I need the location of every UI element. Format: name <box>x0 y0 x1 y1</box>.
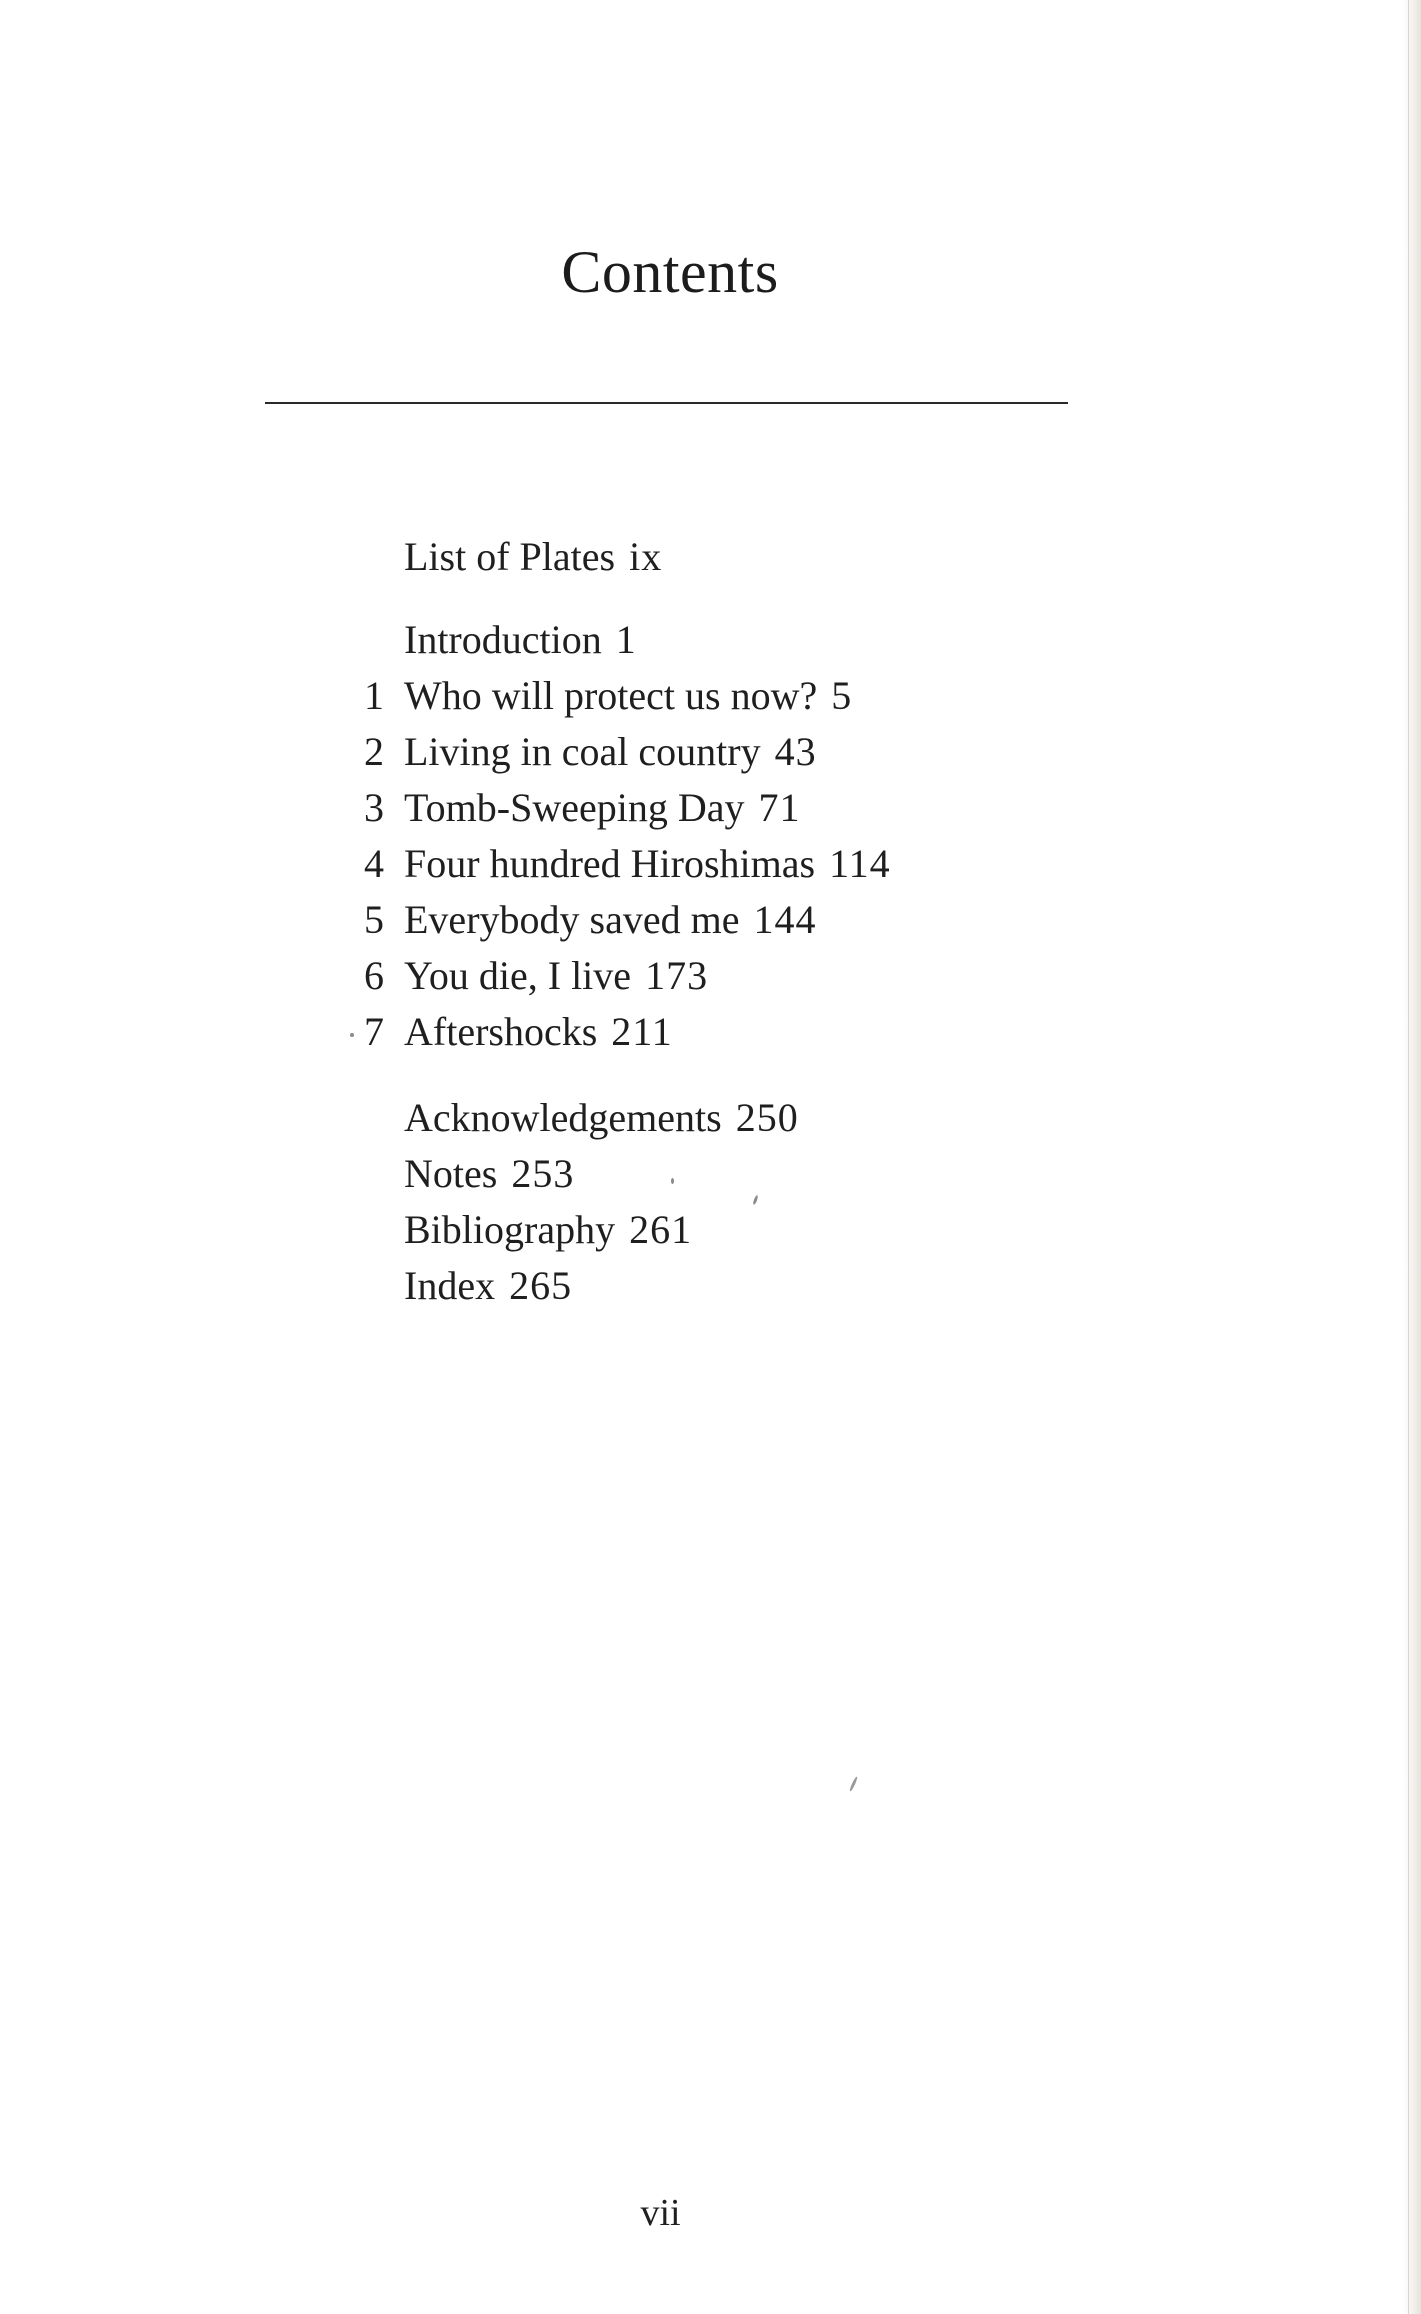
toc-entry-page: ix <box>629 534 663 579</box>
chapter-page: 144 <box>753 897 817 942</box>
chapter-page: 43 <box>774 729 817 774</box>
chapter-number: 6 <box>364 953 384 998</box>
chapter-number: 5 <box>364 897 384 942</box>
toc-entry-title: Acknowledgements <box>404 1095 722 1140</box>
chapter-page: 5 <box>831 673 853 718</box>
title-rule <box>265 402 1068 404</box>
toc-entry-page: 250 <box>735 1095 799 1140</box>
toc-entry-page: 265 <box>509 1263 573 1308</box>
scan-speck <box>752 1195 758 1205</box>
chapter-number: 3 <box>364 785 384 830</box>
scan-speck <box>671 1178 674 1184</box>
scan-speck <box>849 1776 858 1792</box>
chapter-number: 2 <box>364 729 384 774</box>
chapter-title: Tomb-Sweeping Day <box>404 785 745 830</box>
chapter-title: Living in coal country <box>404 729 761 774</box>
chapter-page: 71 <box>758 785 801 830</box>
chapter-title: Who will protect us now? <box>404 673 818 718</box>
toc-chapter-2[interactable] <box>364 726 817 778</box>
chapter-number: 4 <box>364 841 384 886</box>
scan-speck <box>350 1033 354 1037</box>
page-folio: vii <box>640 2192 681 2234</box>
toc-entry-title: List of Plates <box>404 534 616 579</box>
chapter-page: 173 <box>645 953 709 998</box>
toc-entry-introduction[interactable] <box>404 614 637 666</box>
chapter-title: Aftershocks <box>404 1009 598 1054</box>
page-title: Contents <box>561 239 779 305</box>
toc-entry-acknowledgements[interactable] <box>404 1092 799 1144</box>
toc-entry-title: Notes <box>404 1151 498 1196</box>
chapter-title: Everybody saved me <box>404 897 740 942</box>
toc-entry-title: Bibliography <box>404 1207 616 1252</box>
toc-chapter-3[interactable] <box>364 782 801 834</box>
chapter-number: 1 <box>364 673 384 718</box>
toc-entry-bibliography[interactable] <box>404 1204 692 1256</box>
toc-entry-title: Introduction <box>404 617 602 662</box>
toc-chapter-7[interactable] <box>364 1006 673 1058</box>
toc-chapter-5[interactable] <box>364 894 817 946</box>
toc-chapter-6[interactable] <box>364 950 709 1002</box>
toc-chapter-1[interactable] <box>364 670 853 722</box>
toc-entry-list-of-plates[interactable] <box>404 531 662 583</box>
chapter-page: 211 <box>611 1009 673 1054</box>
chapter-title: You die, I live <box>404 953 632 998</box>
toc-entry-page: 1 <box>615 617 637 662</box>
chapter-number: 7 <box>364 1009 384 1054</box>
page-edge <box>1403 0 1421 2314</box>
chapter-page: 114 <box>829 841 891 886</box>
toc-entry-page: 261 <box>629 1207 693 1252</box>
chapter-title: Four hundred Hiroshimas <box>404 841 816 886</box>
toc-entry-title: Index <box>404 1263 496 1308</box>
toc-chapter-4[interactable] <box>364 838 891 890</box>
toc-entry-notes[interactable] <box>404 1148 574 1200</box>
toc-entry-index[interactable] <box>404 1260 572 1312</box>
toc-entry-page: 253 <box>511 1151 575 1196</box>
page-edge-line <box>1408 0 1409 2314</box>
